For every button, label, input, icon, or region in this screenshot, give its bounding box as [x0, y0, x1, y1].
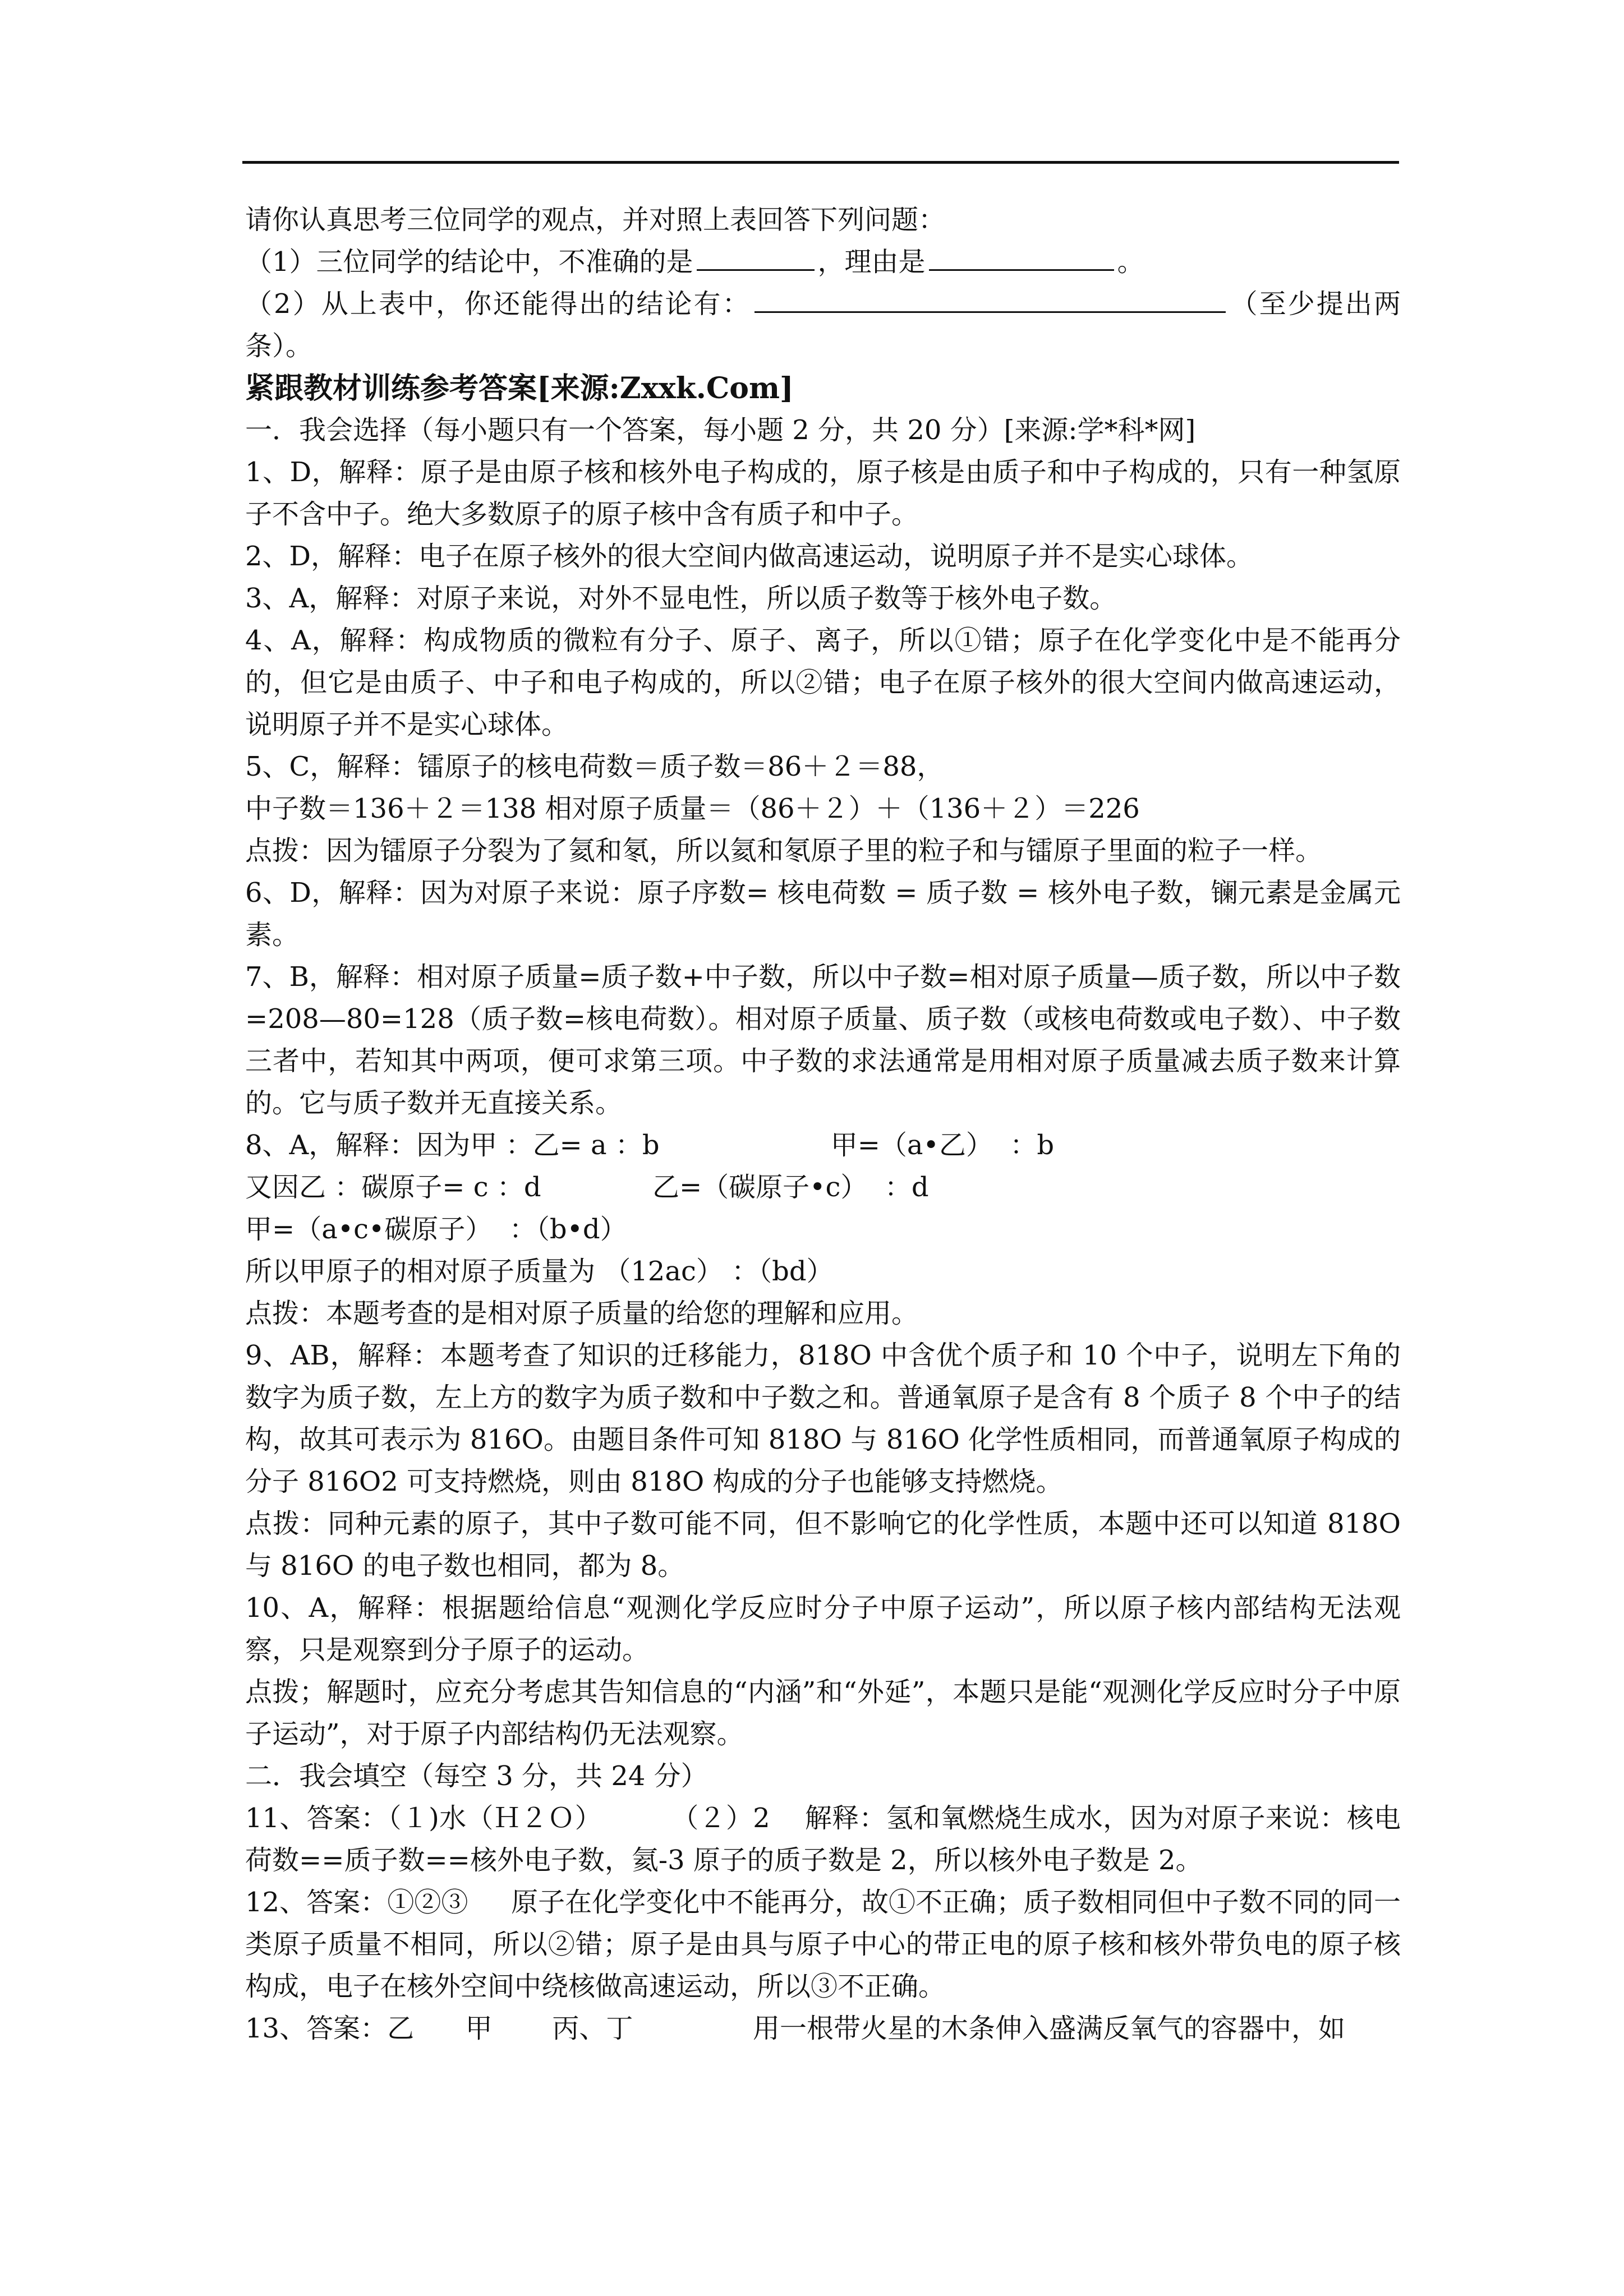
answer-8-hint: 点拨：本题考查的是相对原子质量的给您的理解和应用。	[245, 1298, 919, 1329]
answer-10-hint: 点拨；解题时，应充分考虑其告知信息的“内涵”和“外延”，本题只是能“观测化学反应时分子中原子运动”，对于原子内部结构仍无法观察。	[245, 1676, 1401, 1750]
answer-8-line-3: 甲=（a•c•碳原子） ：（b•d）	[245, 1214, 627, 1245]
answer-5-line-1: 5、C，解释：镭原子的核电荷数＝质子数＝86＋２＝88，	[245, 751, 944, 782]
question-intro: 请你认真思考三位同学的观点，并对照上表回答下列问题：	[245, 204, 946, 236]
answer-9-hint: 点拨：同种元素的原子，其中子数可能不同，但不影响它的化学性质，本题中还可以知道 818O 与 816O 的电子数也相同，都为 8。	[245, 1508, 1410, 1582]
section-1-title: 一．我会选择（每小题只有一个答案，每小题 2 分，共 20 分）[来源:学*科*网]	[245, 414, 1196, 446]
answer-8-line-4: 所以甲原子的相对原子质量为 （12ac） ：（bd）	[245, 1256, 834, 1287]
answer-4: 4、A，解释：构成物质的微粒有分子、原子、离子，所以①错；原子在化学变化中是不能再分的，但它是由质子、中子和电子构成的，所以②错；电子在原子核外的很大空间内做高速运动，说明原子并不是实心球体。	[245, 625, 1401, 740]
section-2-title: 二．我会填空（每空 3 分，共 24 分）	[245, 1760, 708, 1792]
question-2-text-a: （2）从上表中，你还能得出的结论有：	[245, 288, 751, 320]
answer-5-hint: 点拨：因为镭原子分裂为了氦和氡，所以氦和氡原子里的粒子和与镭原子里面的粒子一样。	[245, 835, 1323, 866]
header-rule	[242, 161, 1399, 164]
answer-blank-3[interactable]	[755, 284, 1226, 313]
answer-13: 13、答案：乙 甲 丙、丁 用一根带火星的木条伸入盛满反氧气的容器中，如	[245, 2013, 1346, 2044]
question-1-text-b: ，理由是	[817, 246, 926, 278]
answer-6: 6、D，解释：因为对原子来说：原子序数= 核电荷数 = 质子数 = 核外电子数，镧元素是金属元素。	[245, 877, 1401, 951]
question-2	[245, 283, 1401, 367]
answer-8-line-1: 8、A，解释：因为甲 ：乙= a ：b 甲=（a•乙） ：b	[245, 1129, 1055, 1161]
document-body	[245, 199, 1410, 2050]
answer-2: 2、D，解释：电子在原子核外的很大空间内做高速运动，说明原子并不是实心球体。	[245, 541, 1254, 572]
question-2-text-b: （至少提出两条）。	[245, 288, 1401, 362]
answer-10: 10、A，解释：根据题给信息“观测化学反应时分子中原子运动”，所以原子核内部结构无法观察，只是观察到分子原子的运动。	[245, 1592, 1401, 1666]
answer-7: 7、B，解释：相对原子质量=质子数+中子数，所以中子数=相对原子质量—质子数，所以中子数=208—80=128（质子数=核电荷数）。相对原子质量、质子数（或核电荷数或电子数）、中子数三者中，若知其中两项，便可求第三项。中子数的求法通常是用相对原子质量减去质子数来计算的。它与质子数并无直接关系。	[245, 961, 1401, 1119]
answer-5-line-2: 中子数＝136＋２＝138 相对原子质量＝（86＋２）＋（136＋２）＝226	[245, 793, 1140, 824]
answer-blank-1[interactable]	[697, 242, 815, 271]
answer-3: 3、A，解释：对原子来说，对外不显电性，所以质子数等于核外电子数。	[245, 583, 1117, 614]
question-1-text-a: （1）三位同学的结论中，不准确的是	[245, 246, 693, 278]
answer-blank-2[interactable]	[929, 242, 1114, 271]
question-1-text-c: 。	[1117, 246, 1144, 278]
question-1	[245, 241, 1401, 283]
answer-heading: 紧跟教材训练参考答案[来源:Zxxk.Com]	[245, 371, 794, 405]
answer-11: 11、答案：（１)水（Ｈ２Ｏ） （２）2 解释：氢和氧燃烧生成水，因为对原子来说：核电荷数==质子数==核外电子数，氦-3 原子的质子数是 2，所以核外电子数是 2。	[245, 1802, 1401, 1876]
answer-8-line-2: 又因乙 ：碳原子= c ：d 乙=（碳原子•c） ：d	[245, 1172, 929, 1203]
answer-1: 1、D，解释：原子是由原子核和核外电子构成的，原子核是由质子和中子构成的，只有一种氢原子不含中子。绝大多数原子的原子核中含有质子和中子。	[245, 457, 1401, 530]
answer-12: 12、答案：①②③ 原子在化学变化中不能再分，故①不正确；质子数相同但中子数不同的同一类原子质量不相同，所以②错；原子是由具与原子中心的带正电的原子核和核外带负电的原子核构成，电子在核外空间中绕核做高速运动，所以③不正确。	[245, 1887, 1401, 2002]
answer-9: 9、AB，解释：本题考查了知识的迁移能力，818O 中含优个质子和 10 个中子，说明左下角的数字为质子数，左上方的数字为质子数和中子数之和。普通氧原子是含有 8 个质子 8 个中子的结构，故其可表示为 816O。由题目条件可知 818O 与 816O 化学性质相同，而普通氧原子构成的分子 816O2 可支持燃烧，则由 818O 构成的分子也能够支持燃烧。	[245, 1340, 1401, 1497]
